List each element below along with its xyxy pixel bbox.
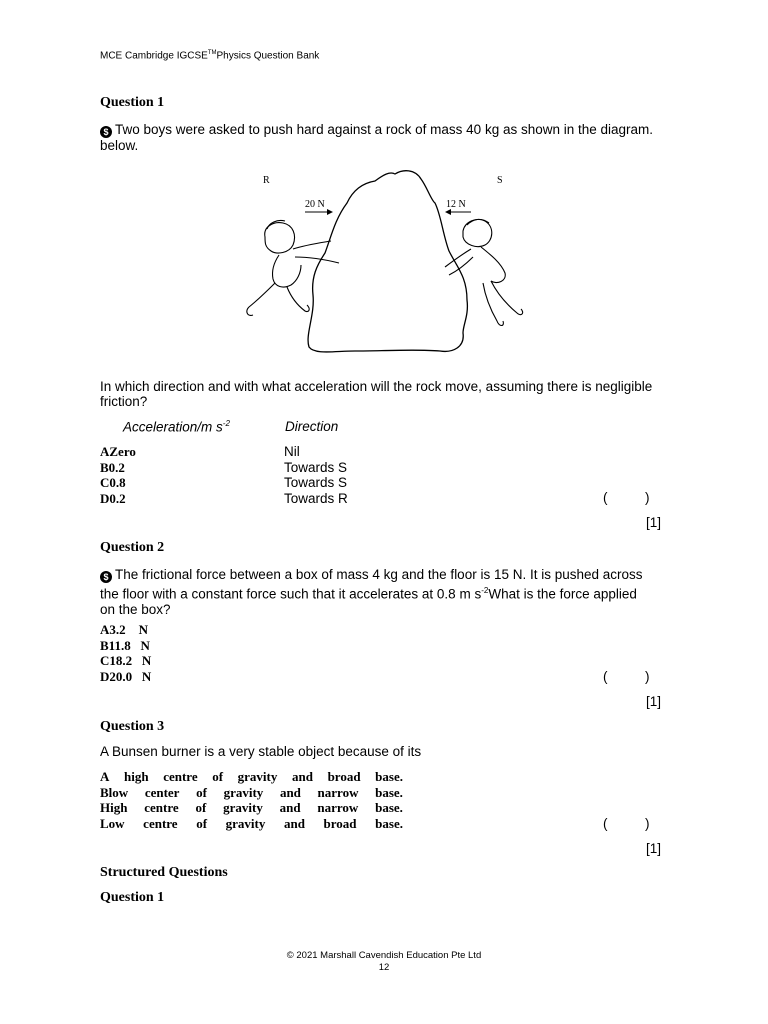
q1-answer-box[interactable]: ( ) bbox=[603, 490, 650, 505]
diagram-label-s: S bbox=[497, 175, 503, 186]
q1-options bbox=[100, 444, 348, 506]
q1-option-d[interactable]: D0.2 Towards R bbox=[100, 490, 348, 506]
q1-mark: [1] bbox=[646, 515, 662, 530]
q1-col2-header: Direction bbox=[285, 419, 339, 434]
q3-title: Question 3 bbox=[100, 719, 165, 734]
q1-title: Question 1 bbox=[100, 95, 165, 110]
q1-text: $ Two boys were asked to push hard against a rock of mass 40 kg as shown in the diagram. below. bbox=[100, 122, 654, 153]
q3-options bbox=[100, 769, 403, 831]
structured-q1-title: Question 1 bbox=[100, 890, 165, 905]
dollar-circle-icon: $ bbox=[100, 126, 112, 138]
footer-copyright: © 2021 Marshall Cavendish Education Pte Ltd bbox=[286, 950, 482, 961]
q2-text: $ The frictional force between a box of mass 4 kg and the floor is 15 N. It is pushed across the floor with a constant force such that it accelerates at 0.8 m $s^{-2}What$ is the force applied on the box? bbox=[100, 567, 643, 617]
q3-option-a[interactable]: A high centre of gravity and broad base. bbox=[100, 769, 403, 784]
q2-mark: [1] bbox=[646, 694, 662, 709]
q1-col1-header: Acceleration/m $s^{-2}$ bbox=[123, 419, 230, 435]
page-number: 12 bbox=[378, 962, 390, 973]
q1-option-a[interactable]: AZero Nil bbox=[100, 444, 300, 459]
diagram-label-r: R bbox=[263, 175, 270, 186]
q3-text: A Bunsen burner is a very stable object because of its bbox=[100, 744, 422, 759]
q1-option-b[interactable]: B0.2 Towards S bbox=[100, 459, 348, 475]
q3-mark: [1] bbox=[646, 841, 662, 856]
right-boy-figure bbox=[445, 219, 523, 325]
q3-option-b[interactable]: Blow center of gravity and narrow base. bbox=[100, 784, 403, 800]
page-header: MCE Cambridge IGCSE™Physics Question Bank bbox=[100, 50, 320, 62]
structured-questions-title: Structured Questions bbox=[100, 865, 228, 880]
q2-title: Question 2 bbox=[100, 540, 165, 555]
q2-options bbox=[100, 622, 151, 684]
diagram-right-force: 12 N bbox=[446, 199, 466, 210]
q2-option-c[interactable]: C18.2 N bbox=[100, 653, 152, 668]
q2-option-a[interactable]: A3.2 N bbox=[100, 622, 149, 637]
left-boy-figure bbox=[247, 220, 339, 315]
q1-prompt: In which direction and with what acceleration will the rock move, assuming there is negligible friction? bbox=[100, 379, 653, 409]
q2-option-d[interactable]: D20.0 N bbox=[100, 668, 152, 684]
q2-answer-box[interactable]: ( ) bbox=[603, 669, 650, 684]
q3-option-c[interactable]: High centre of gravity and narrow base. bbox=[100, 800, 403, 815]
rock-diagram bbox=[235, 165, 555, 360]
dollar-circle-icon: $ bbox=[100, 571, 112, 583]
q3-option-d[interactable]: Low centre of gravity and broad base. bbox=[100, 815, 403, 831]
q1-option-c[interactable]: C0.8 Towards S bbox=[100, 475, 348, 490]
q2-option-b[interactable]: B11.8 N bbox=[100, 637, 150, 653]
q3-answer-box[interactable]: ( ) bbox=[603, 816, 650, 831]
diagram-left-force: 20 N bbox=[305, 199, 325, 210]
